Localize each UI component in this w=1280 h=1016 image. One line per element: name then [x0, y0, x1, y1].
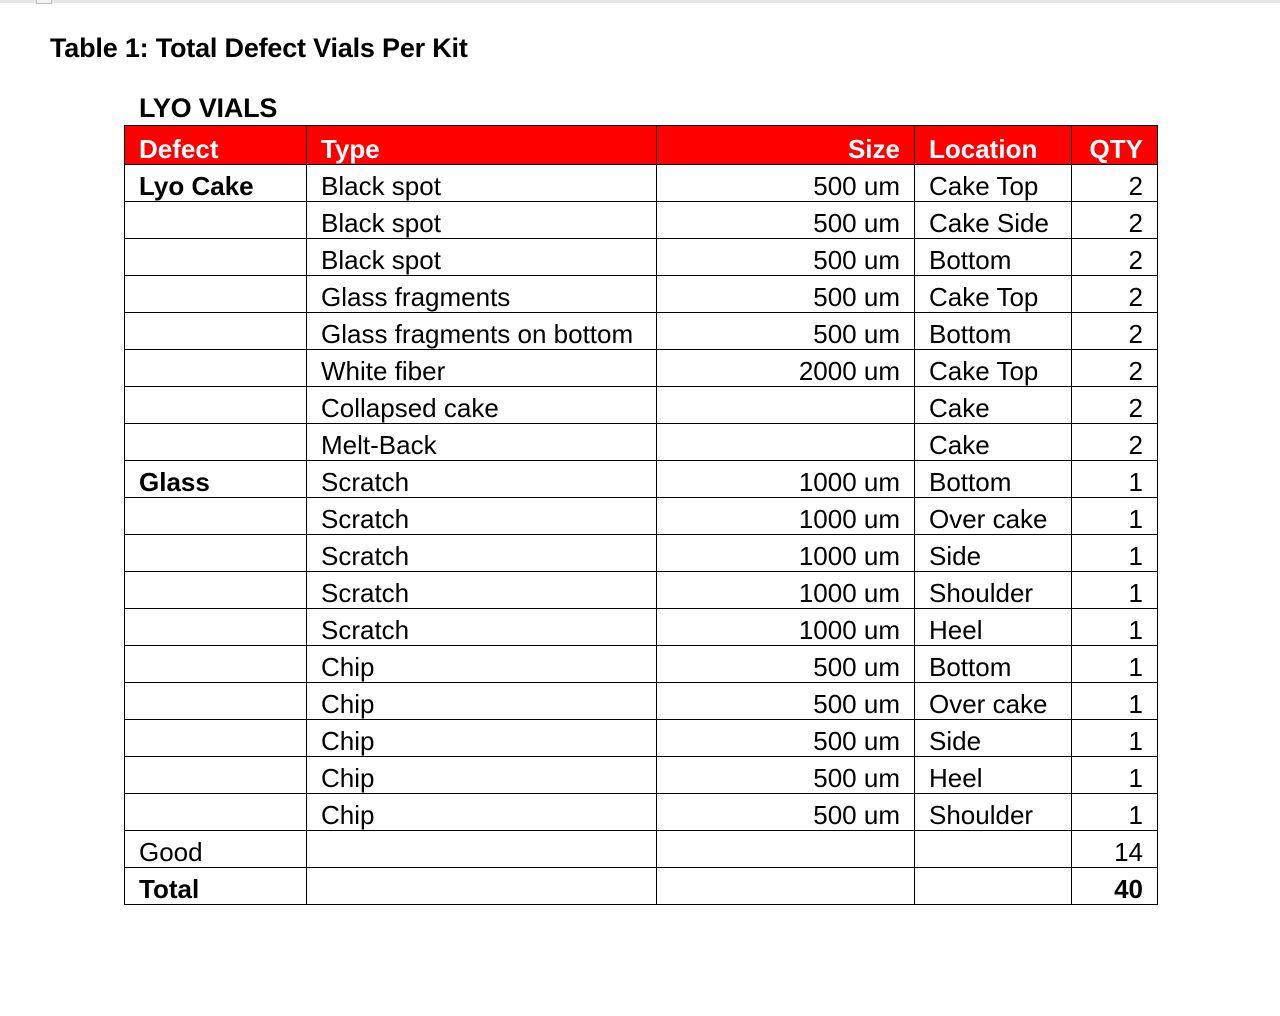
- table-row: [125, 572, 1158, 609]
- qty-cell: 1: [1072, 794, 1158, 831]
- defect-table: [124, 125, 1158, 905]
- table-row: [125, 424, 1158, 461]
- column-header-location: Location: [915, 126, 1072, 165]
- size-cell: 1000 um: [657, 609, 915, 646]
- size-cell: 500 um: [657, 720, 915, 757]
- section-title: LYO VIALS: [139, 93, 278, 123]
- size-cell: 1000 um: [657, 572, 915, 609]
- table-row: [125, 646, 1158, 683]
- qty-cell: 2: [1072, 387, 1158, 424]
- defect-cell: [125, 757, 307, 794]
- location-cell: Heel: [915, 609, 1072, 646]
- defect-cell: [125, 498, 307, 535]
- defect-cell: Lyo Cake: [125, 165, 307, 202]
- type-cell: Scratch: [307, 461, 657, 498]
- table-row: [125, 202, 1158, 239]
- type-cell: Chip: [307, 757, 657, 794]
- table-row: [125, 313, 1158, 350]
- size-cell: 2000 um: [657, 350, 915, 387]
- location-cell: Bottom: [915, 461, 1072, 498]
- table-row: [125, 165, 1158, 202]
- defect-cell: [125, 276, 307, 313]
- table-row: [125, 794, 1158, 831]
- location-cell: Cake Top: [915, 350, 1072, 387]
- defect-cell: [125, 202, 307, 239]
- total-row: [125, 868, 1158, 905]
- size-cell: 1000 um: [657, 498, 915, 535]
- total-size-cell: [657, 868, 915, 905]
- defect-cell: [125, 424, 307, 461]
- total-location-cell: [915, 868, 1072, 905]
- qty-cell: 2: [1072, 239, 1158, 276]
- type-cell: Chip: [307, 720, 657, 757]
- good-label: Good: [125, 831, 307, 868]
- size-cell: 500 um: [657, 794, 915, 831]
- qty-cell: 1: [1072, 498, 1158, 535]
- size-cell: 500 um: [657, 646, 915, 683]
- location-cell: Over cake: [915, 498, 1072, 535]
- size-cell: 500 um: [657, 239, 915, 276]
- table-row: [125, 387, 1158, 424]
- document-title: Table 1: Total Defect Vials Per Kit: [50, 33, 468, 63]
- table-row: [125, 239, 1158, 276]
- qty-cell: 2: [1072, 165, 1158, 202]
- qty-cell: 2: [1072, 424, 1158, 461]
- defect-cell: [125, 794, 307, 831]
- table-row: [125, 609, 1158, 646]
- type-cell: Black spot: [307, 239, 657, 276]
- defect-cell: [125, 572, 307, 609]
- table-header-row: [125, 126, 1158, 165]
- defect-cell: [125, 350, 307, 387]
- total-label: Total: [125, 868, 307, 905]
- type-cell: Glass fragments: [307, 276, 657, 313]
- defect-cell: [125, 535, 307, 572]
- column-header-type: Type: [307, 126, 657, 165]
- location-cell: Cake Side: [915, 202, 1072, 239]
- table-row: [125, 683, 1158, 720]
- type-cell: Scratch: [307, 535, 657, 572]
- location-cell: Cake Top: [915, 165, 1072, 202]
- type-cell: White fiber: [307, 350, 657, 387]
- defect-cell: [125, 683, 307, 720]
- qty-cell: 1: [1072, 683, 1158, 720]
- defect-cell: Glass: [125, 461, 307, 498]
- table-row: [125, 720, 1158, 757]
- page-corner-mark: [36, 0, 52, 4]
- location-cell: Over cake: [915, 683, 1072, 720]
- type-cell: Scratch: [307, 572, 657, 609]
- qty-cell: 1: [1072, 720, 1158, 757]
- location-cell: Shoulder: [915, 794, 1072, 831]
- qty-cell: 1: [1072, 535, 1158, 572]
- qty-cell: 1: [1072, 461, 1158, 498]
- top-rule: [0, 0, 1280, 3]
- defect-cell: [125, 239, 307, 276]
- column-header-size: Size: [657, 126, 915, 165]
- type-cell: Glass fragments on bottom: [307, 313, 657, 350]
- type-cell: Chip: [307, 646, 657, 683]
- defect-cell: [125, 720, 307, 757]
- total-qty: 40: [1072, 868, 1158, 905]
- qty-cell: 1: [1072, 757, 1158, 794]
- good-qty: 14: [1072, 831, 1158, 868]
- type-cell: Black spot: [307, 165, 657, 202]
- table-row: [125, 350, 1158, 387]
- table-row: [125, 498, 1158, 535]
- qty-cell: 2: [1072, 350, 1158, 387]
- table-row: [125, 757, 1158, 794]
- size-cell: [657, 424, 915, 461]
- location-cell: Shoulder: [915, 572, 1072, 609]
- good-row: [125, 831, 1158, 868]
- location-cell: Cake Top: [915, 276, 1072, 313]
- size-cell: 500 um: [657, 165, 915, 202]
- good-size-cell: [657, 831, 915, 868]
- type-cell: Chip: [307, 794, 657, 831]
- defect-cell: [125, 387, 307, 424]
- size-cell: 500 um: [657, 276, 915, 313]
- type-cell: Melt-Back: [307, 424, 657, 461]
- total-type-cell: [307, 868, 657, 905]
- size-cell: 500 um: [657, 757, 915, 794]
- table-row: [125, 276, 1158, 313]
- location-cell: Bottom: [915, 313, 1072, 350]
- location-cell: Bottom: [915, 646, 1072, 683]
- qty-cell: 2: [1072, 202, 1158, 239]
- location-cell: Side: [915, 720, 1072, 757]
- column-header-defect: Defect: [125, 126, 307, 165]
- type-cell: Scratch: [307, 609, 657, 646]
- table-row: [125, 535, 1158, 572]
- size-cell: [657, 387, 915, 424]
- type-cell: Chip: [307, 683, 657, 720]
- qty-cell: 1: [1072, 609, 1158, 646]
- size-cell: 500 um: [657, 683, 915, 720]
- size-cell: 1000 um: [657, 535, 915, 572]
- good-location-cell: [915, 831, 1072, 868]
- size-cell: 1000 um: [657, 461, 915, 498]
- type-cell: Scratch: [307, 498, 657, 535]
- defect-cell: [125, 609, 307, 646]
- qty-cell: 1: [1072, 572, 1158, 609]
- type-cell: Black spot: [307, 202, 657, 239]
- good-type-cell: [307, 831, 657, 868]
- table-body: [125, 165, 1158, 905]
- qty-cell: 1: [1072, 646, 1158, 683]
- location-cell: Heel: [915, 757, 1072, 794]
- location-cell: Side: [915, 535, 1072, 572]
- defect-cell: [125, 313, 307, 350]
- location-cell: Bottom: [915, 239, 1072, 276]
- qty-cell: 2: [1072, 313, 1158, 350]
- location-cell: Cake: [915, 387, 1072, 424]
- table-row: [125, 461, 1158, 498]
- location-cell: Cake: [915, 424, 1072, 461]
- type-cell: Collapsed cake: [307, 387, 657, 424]
- column-header-qty: QTY: [1072, 126, 1158, 165]
- size-cell: 500 um: [657, 313, 915, 350]
- size-cell: 500 um: [657, 202, 915, 239]
- qty-cell: 2: [1072, 276, 1158, 313]
- defect-cell: [125, 646, 307, 683]
